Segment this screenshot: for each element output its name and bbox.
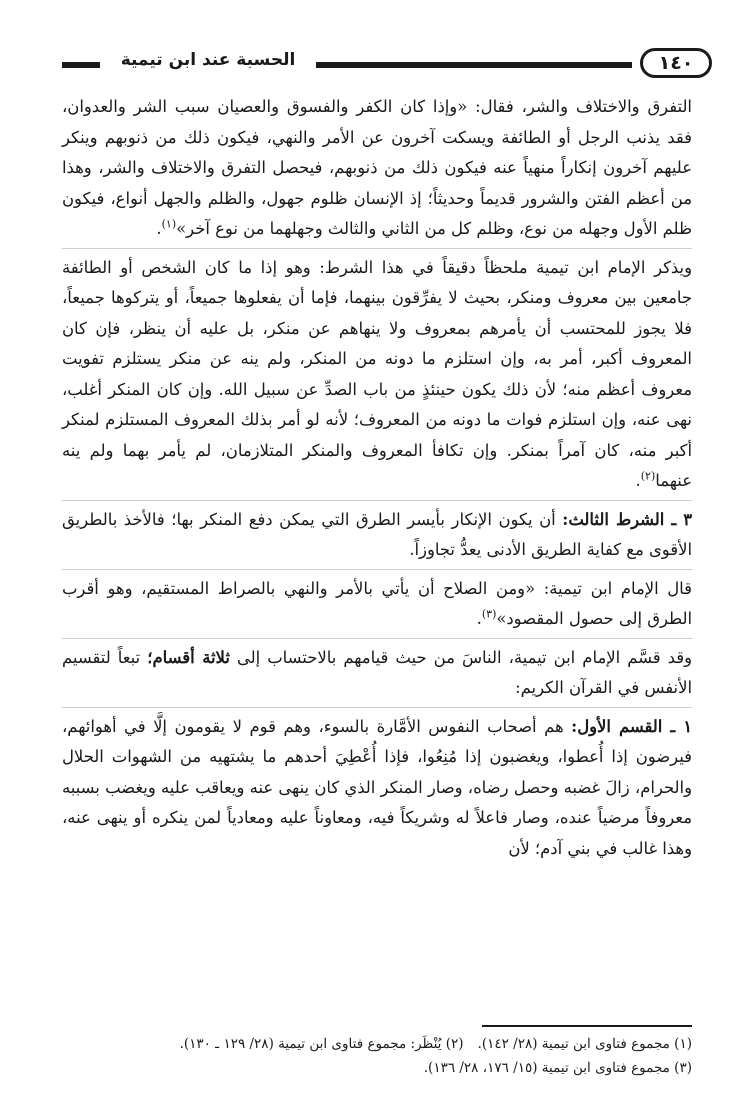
sentence-end: . xyxy=(156,219,162,238)
paragraph-text: ويذكر الإمام ابن تيمية ملحظاً دقيقاً في هذا الشرط: وهو إذا ما كان الشخص أو الطائفة جامعين بين معروف ومنكر، بحيث لا يفرِّقون بينهما، فإما أن يفعلوها جميعاً، أو يتركوها جميعاً، فلا يجوز للمحتسب أن يأمرهم بمعروف ولا ينهاهم عن منكر، بل عليه أن ينظر، فإن كان المعروف أكبر، أمر به، وإن استلزم ما دونه من المنكر، ولم ينه عن منكر يستلزم تفويت معروف أعظم منه؛ لأن ذلك يكون حينئذٍ من باب الصدِّ عن سبيل الله. وإن كان المنكر أغلب، نهى عنه، وإن استلزم فوات ما دونه من المعروف؛ لأنه لو أمر بذلك المعروف المستلزم لمنكر أكبر منه، كان آمراً بمنكر. وإن تكافأ المعروف والمنكر المتلازمان، لم يأمر بهما ولم ينه عنهما xyxy=(62,257,692,490)
paragraph xyxy=(62,574,692,635)
paragraph-text: قال الإمام ابن تيمية: «ومن الصلاح أن يأتي بالأمر والنهي بالصراط المستقيم، وهو أقرب الطرق إلى حصول المقصود» xyxy=(62,578,692,628)
paragraph xyxy=(62,643,692,704)
header-rule-middle xyxy=(316,62,632,68)
footnote-1: (١) مجموع فتاوى ابن تيمية (٢٨/ ١٤٢). xyxy=(477,1036,692,1052)
paragraph xyxy=(62,253,692,497)
footnote-marker: (٣) xyxy=(481,607,497,621)
paragraph-text: وقد قسَّم الإمام ابن تيمية، الناسَ من حيث قيامهم بالاحتساب إلى xyxy=(229,647,692,667)
footnotes xyxy=(62,1032,692,1080)
footnote-row xyxy=(62,1032,692,1056)
paragraph-divider xyxy=(62,500,692,501)
paragraph-text: هم أصحاب النفوس الأمَّارة بالسوء، وهم قوم لا يقومون إلَّا في أهوائهم، فيرضون إذا أُعطوا، ويغضبون إذا مُنِعُوا، فإذا أُعْطِيَ أحدهم ما يشتهيه من الشهوات الحلال والحرام، زالَ غضبه وحصل رضاه، وصار المنكر الذي كان ينهى عنه ويعاقب عليه ويغضب بسببه معروفاً مرضياً عنده، وصار فاعلاً له وشريكاً فيه، ومعاوناً عليه ومعادياً لمن ينكره أو ينهى عنه، وهذا غالب في بني آدم؛ لأن xyxy=(62,716,692,858)
paragraph xyxy=(62,505,692,566)
footnote-marker: (٢) xyxy=(640,469,656,483)
footnote-3: (٣) مجموع فتاوى ابن تيمية (١٥/ ١٧٦، ٢٨/ ١٣٦). xyxy=(423,1060,692,1076)
page-number: ١٤٠ xyxy=(640,48,712,78)
page-header xyxy=(62,44,692,84)
paragraph xyxy=(62,92,692,245)
section-lead: ٣ ـ الشرط الثالث: xyxy=(562,509,692,529)
emphasis-text: ثلاثة أقسام؛ xyxy=(147,647,230,667)
paragraph-text: التفرق والاختلاف والشر، فقال: «وإذا كان الكفر والفسوق والعصيان سبب الشر والعدوان، فقد يذنب الرجل أو الطائفة ويسكت آخرون عن الأمر والنهي، فيكون ذلك من ذنوبهم وينكر عليهم آخرون إنكاراً منهياً عنه فيكون ذلك من ذنوبهم، فيحصل التفرق والاختلاف والشر، وهذا من أعظم الفتن والشرور قديماً وحديثاً؛ إذ الإنسان ظلوم جهول، والظلم والجهل أنواع، فيكون ظلم الأول وجهله من نوع، وظلم كل من الثاني والثالث وجهلهما من نوع آخر» xyxy=(62,97,692,238)
paragraph-divider xyxy=(62,569,692,570)
header-rule-left xyxy=(62,62,100,68)
page-body xyxy=(62,92,692,864)
footnote-row xyxy=(62,1056,692,1080)
paragraph xyxy=(62,712,692,865)
paragraph-divider xyxy=(62,638,692,639)
running-title: الحسبة عند ابن تيمية xyxy=(120,50,296,70)
paragraph-divider xyxy=(62,248,692,249)
sentence-end: . xyxy=(635,471,641,490)
sentence-end: . xyxy=(476,609,482,628)
footnote-rule xyxy=(482,1025,692,1027)
paragraph-text: أن يكون الإنكار بأيسر الطرق التي يمكن دفع المنكر بها؛ فالأخذ بالطريق الأقوى مع كفاية الطريق الأدنى يعدُّ تجاوزاً. xyxy=(62,509,692,559)
section-lead: ١ ـ القسم الأول: xyxy=(571,716,692,736)
footnote-marker: (١) xyxy=(161,217,177,231)
paragraph-divider xyxy=(62,707,692,708)
footnote-2: (٢) يُنْظَر: مجموع فتاوى ابن تيمية (٢٨/ ١٢٩ ـ ١٣٠). xyxy=(179,1036,464,1052)
paragraph-text: تبعاً لتقسيم الأنفس في القرآن الكريم: xyxy=(62,647,692,697)
